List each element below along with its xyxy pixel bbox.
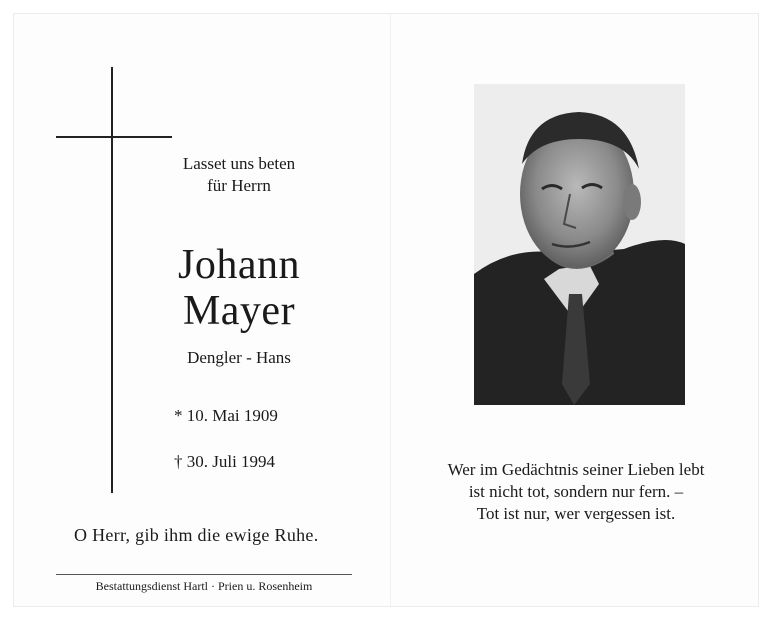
deceased-name — [164, 242, 314, 334]
rest-prayer: O Herr, gib ihm die ewige Ruhe. — [74, 525, 319, 545]
prayer-line-1: Lasset uns beten — [182, 154, 296, 173]
card-fold — [390, 14, 391, 606]
quote-line-2: ist nicht tot, sondern nur fern. – — [468, 482, 684, 501]
birth-date: * 10. Mai 1909 — [174, 406, 278, 425]
first-name: Johann — [178, 242, 300, 288]
memorial-card — [14, 14, 758, 606]
portrait-illustration — [474, 84, 685, 405]
last-name: Mayer — [182, 288, 296, 334]
footer-divider — [56, 574, 352, 575]
cross-vertical-bar — [111, 67, 113, 493]
portrait-photo — [474, 84, 685, 405]
quote-line-1: Wer im Gedächtnis seiner Lieben lebt — [447, 460, 705, 479]
prayer-line-2: für Herrn — [207, 176, 271, 195]
quote-line-3: Tot ist nur, wer vergessen ist. — [476, 504, 676, 523]
cross-horizontal-bar — [56, 136, 172, 138]
funeral-home-footer: Bestattungsdienst Hartl · Prien u. Rosenheim — [95, 579, 313, 593]
death-date: † 30. Juli 1994 — [174, 452, 276, 471]
prayer-heading — [164, 153, 314, 197]
nickname: Dengler - Hans — [187, 348, 291, 367]
memorial-quote — [416, 459, 736, 525]
